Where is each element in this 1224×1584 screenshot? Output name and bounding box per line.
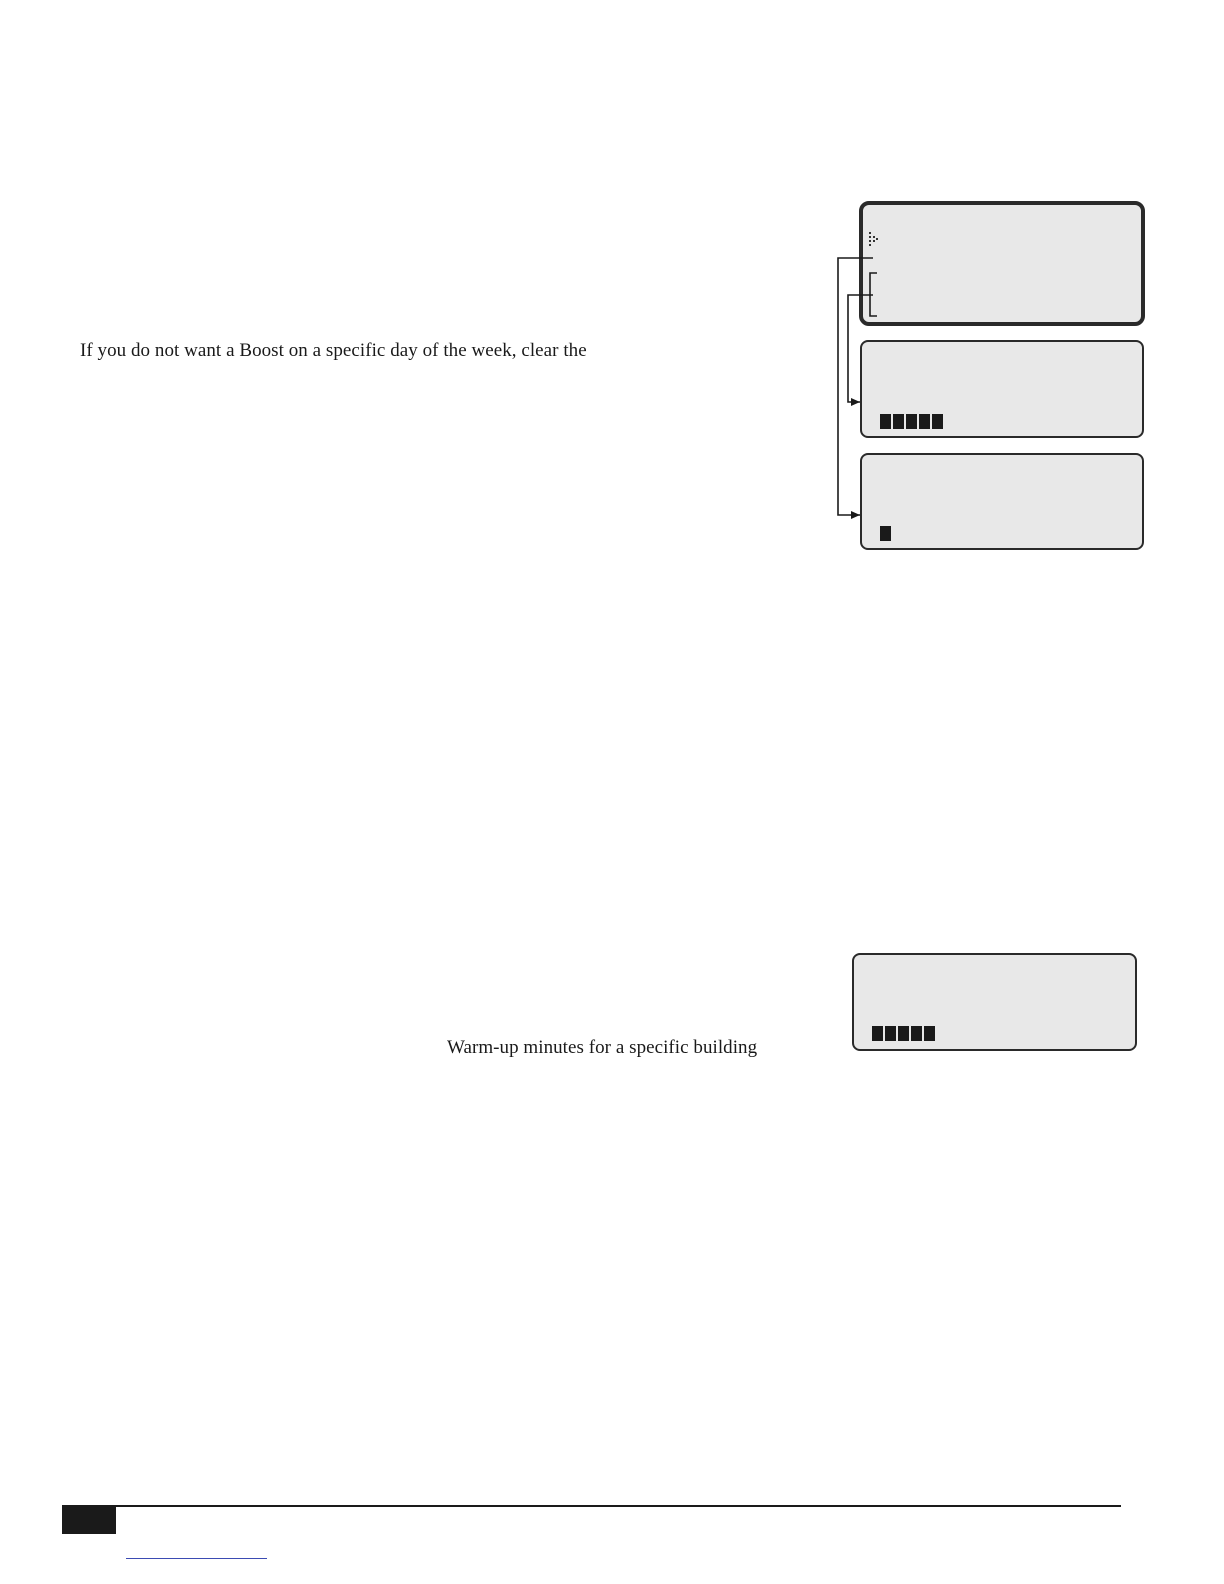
lcd-block-icon — [872, 1026, 883, 1041]
page-number-tab — [62, 1506, 116, 1534]
boost-instruction-text: If you do not want a Boost on a specific day of the week, clear the — [80, 340, 587, 361]
lcd-block-icon — [924, 1026, 935, 1041]
lcd-blocks-panel-3 — [880, 526, 891, 541]
lcd-panel-warmup — [853, 954, 1136, 1050]
dotted-cursor-icon — [869, 232, 878, 246]
footer-rule — [62, 1505, 1121, 1507]
lcd-blocks-panel-2 — [880, 414, 943, 429]
lcd-block-icon — [919, 414, 930, 429]
lcd-block-icon — [932, 414, 943, 429]
lcd-panel-third — [861, 454, 1143, 549]
lcd-block-icon — [893, 414, 904, 429]
warmup-instruction-text: Warm-up minutes for a specific building — [447, 1037, 758, 1058]
lcd-panel-second — [861, 341, 1143, 437]
lcd-block-icon — [880, 414, 891, 429]
lcd-block-icon — [898, 1026, 909, 1041]
lcd-panel-main — [861, 203, 1143, 324]
lcd-blocks-panel-4 — [872, 1026, 935, 1041]
connector-inner-line — [848, 295, 873, 402]
lcd-block-icon — [880, 526, 891, 541]
bracket-indicator — [870, 273, 877, 316]
connector-outer-line — [838, 258, 873, 515]
lcd-block-icon — [885, 1026, 896, 1041]
lcd-block-icon — [911, 1026, 922, 1041]
footer-link[interactable] — [126, 1558, 267, 1559]
lcd-block-icon — [906, 414, 917, 429]
